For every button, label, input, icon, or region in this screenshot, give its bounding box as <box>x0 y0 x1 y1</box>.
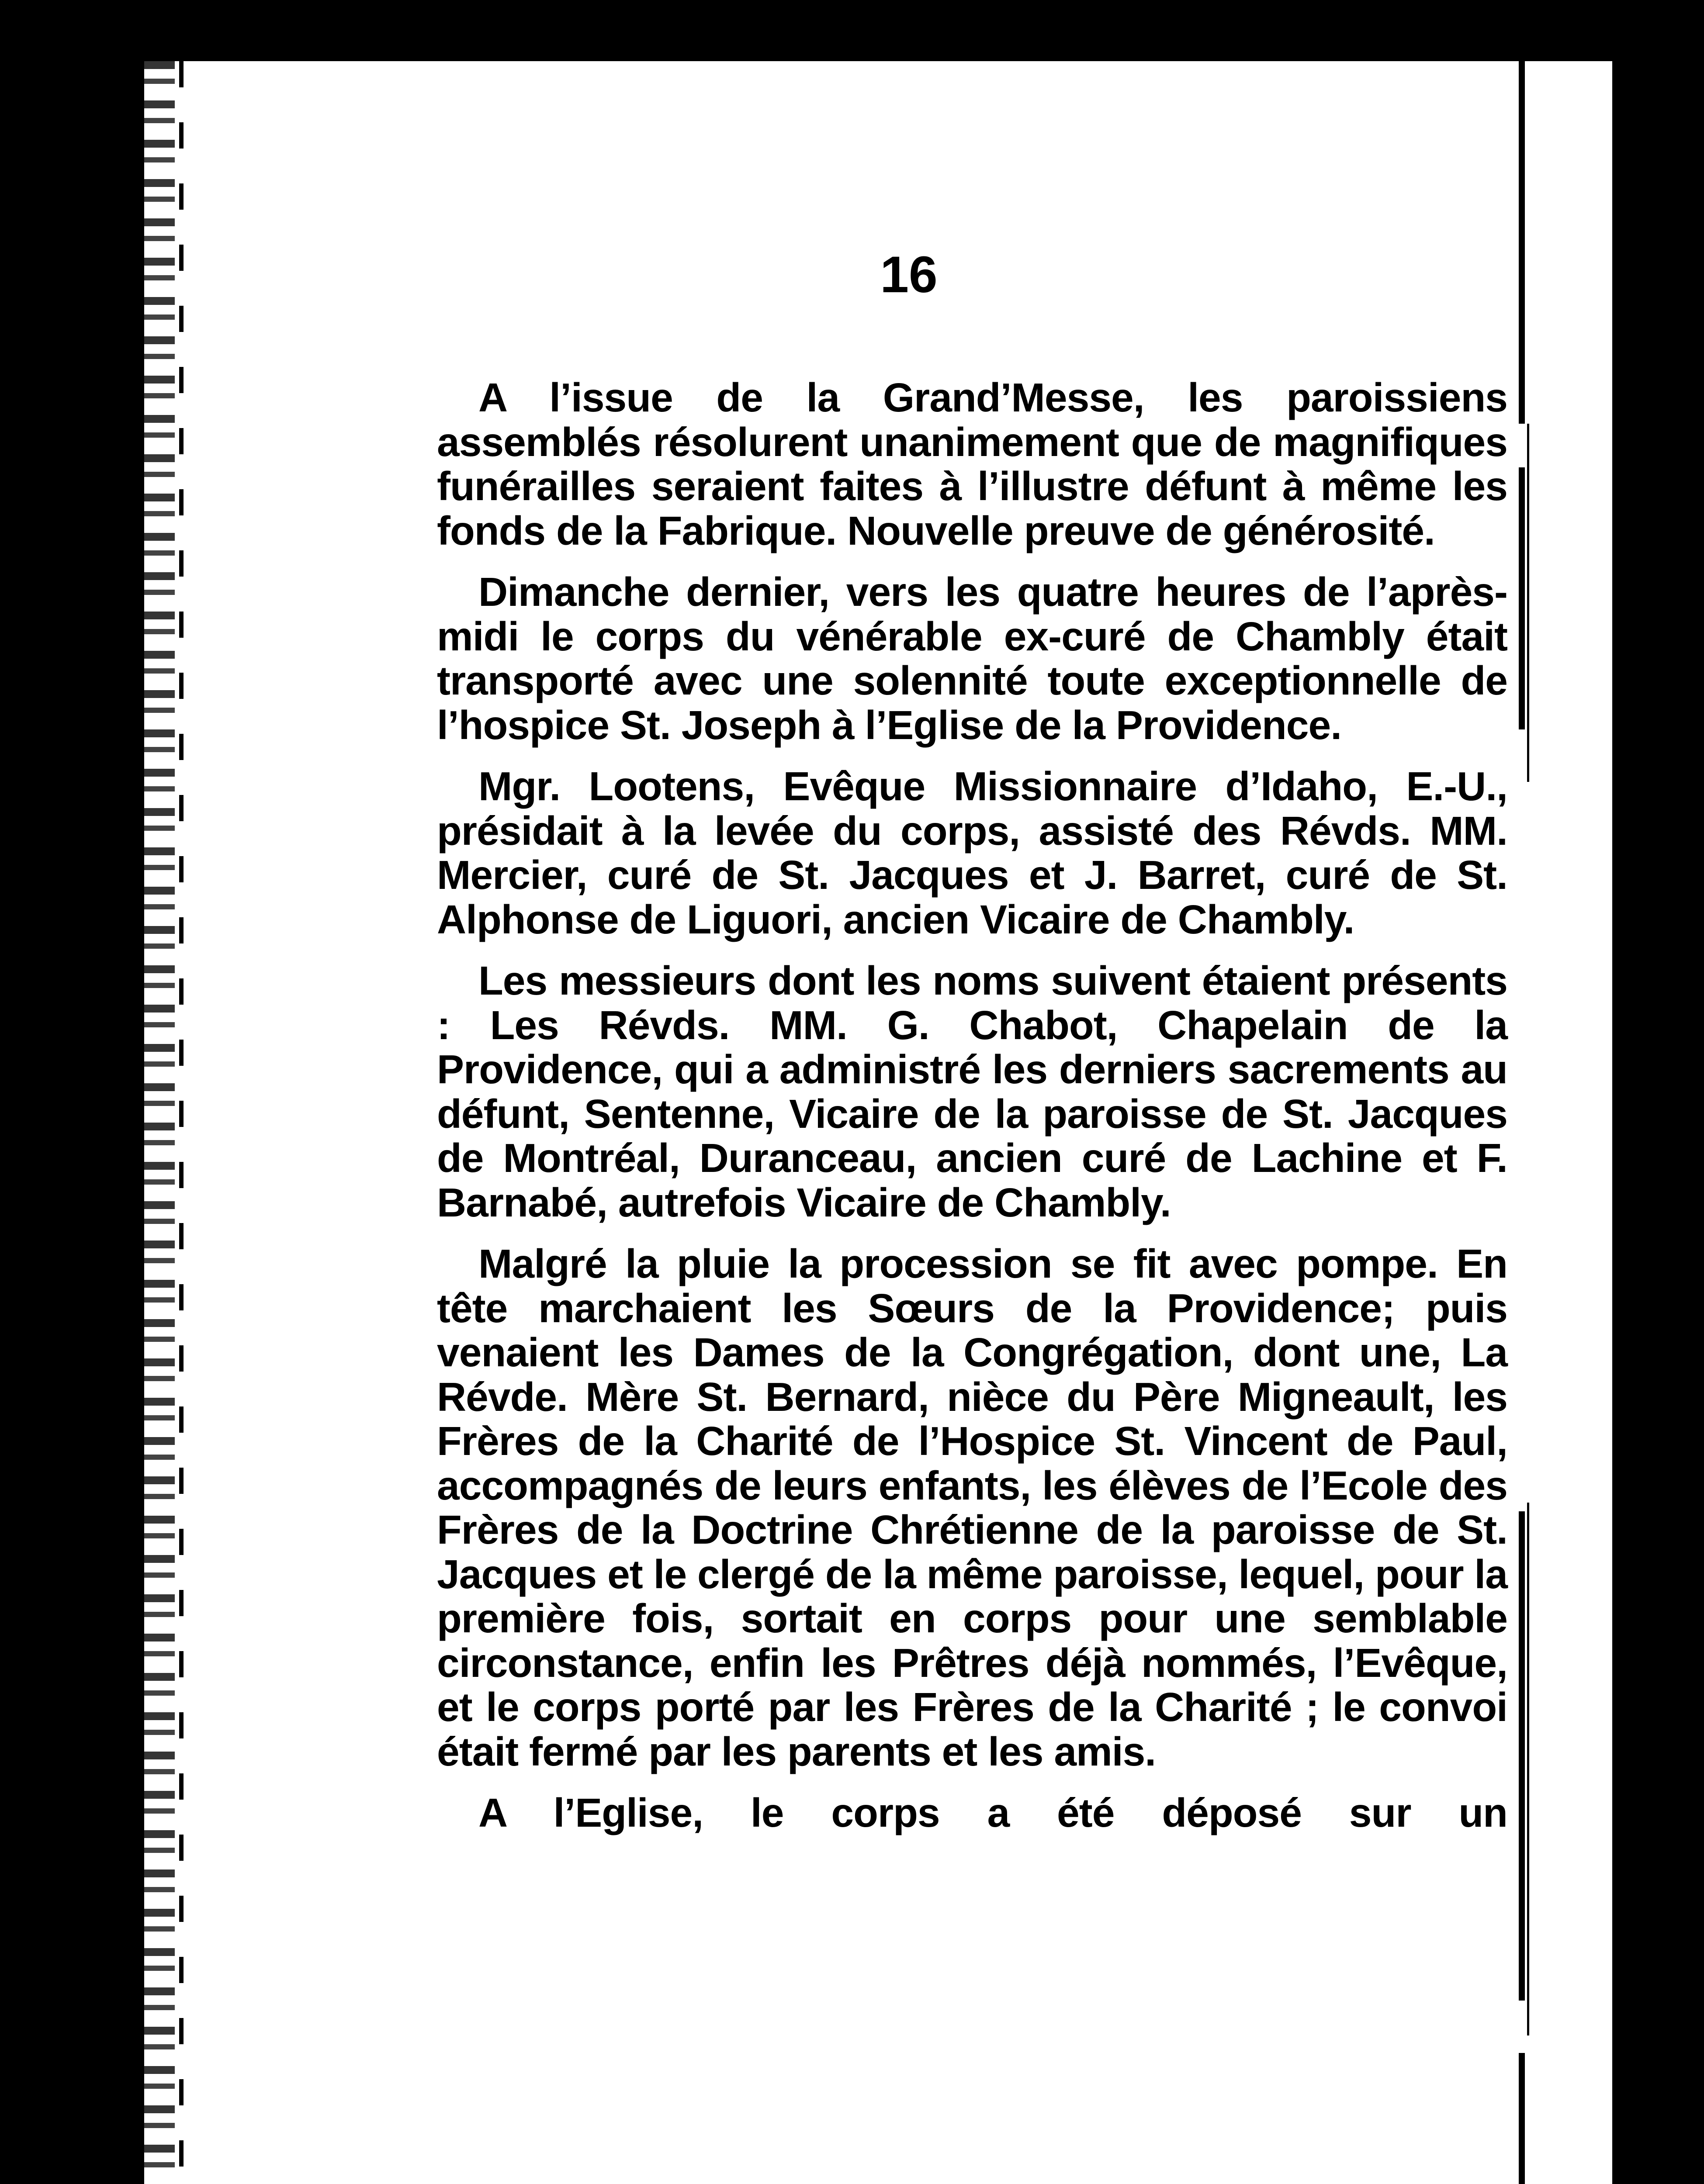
page-number: 16 <box>880 246 938 304</box>
paragraph-text: Malgré la pluie la procession se fit avec pompe. En tête marchaient les Sœurs de la Providence; puis venaient les Dames de la Congrégation, dont une, La Révde. Mère St. Bernard, nièce du Père Migneault, les Frères de la Charité de l’Hospice St. Vincent de Paul, accompagnés de leurs enfants, les élèves de l’Ecole des Frères de la Doctrine Chrétienne de la paroisse de St. Jacques et le clergé de la même paroisse, lequel, pour la première fois, sortait en corps pour une semblable circonstance, enfin les Prêtres déjà nommés, l’Evêque, et le corps porté par les Frères de la Charité ; le convoi était fermé par les parents et les amis. <box>437 1241 1507 1774</box>
body-text <box>437 376 1507 1852</box>
book-page <box>144 61 1612 2184</box>
paragraph <box>437 1791 1507 1835</box>
paragraph-text: Dimanche dernier, vers les quatre heures de l’après-midi le corps du vénérable ex-curé de Chambly était transporté avec une solennité toute exceptionnelle de l’hospice St. Joseph à l’Eglise de la Providence. <box>437 569 1507 748</box>
paragraph <box>437 376 1507 553</box>
page-edge-mark <box>1519 61 1525 424</box>
page-edge-mark <box>1519 1511 1525 2001</box>
paragraph <box>437 764 1507 942</box>
page-edge-line <box>1527 1503 1529 2035</box>
page-edge-mark <box>1519 467 1525 729</box>
paragraph <box>437 570 1507 747</box>
binding-edge <box>179 61 184 2184</box>
paragraph-text: Mgr. Lootens, Evêque Missionnaire d’Idaho, E.-U., présidait à la levée du corps, assisté des Révds. MM. Mercier, curé de St. Jacques et J. Barret, curé de St. Alphonse de Liguori, ancien Vicaire de Chambly. <box>437 764 1507 942</box>
paragraph <box>437 1242 1507 1774</box>
page-edge-line <box>1527 424 1529 782</box>
paragraph-text: Les messieurs dont les noms suivent étaient présents : Les Révds. MM. G. Chabot, Chapelain de la Providence, qui a administré les derniers sacrements au défunt, Sentenne, Vicaire de la paroisse de St. Jacques de Montréal, Duranceau, ancien curé de Lachine et F. Barnabé, autrefois Vicaire de Chambly. <box>437 958 1507 1225</box>
page-edge-mark <box>1519 2053 1525 2184</box>
paragraph-text: A l’issue de la Grand’Messe, les paroissiens assemblés résolurent unanimement que de magnifiques funérailles seraient faites à l’illustre défunt à même les fonds de la Fabrique. Nouvelle preuve de générosité. <box>437 375 1507 553</box>
paragraph <box>437 959 1507 1225</box>
paragraph-text: A l’Eglise, le corps a été déposé sur un <box>478 1790 1507 1835</box>
binding-gutter <box>144 61 175 2184</box>
